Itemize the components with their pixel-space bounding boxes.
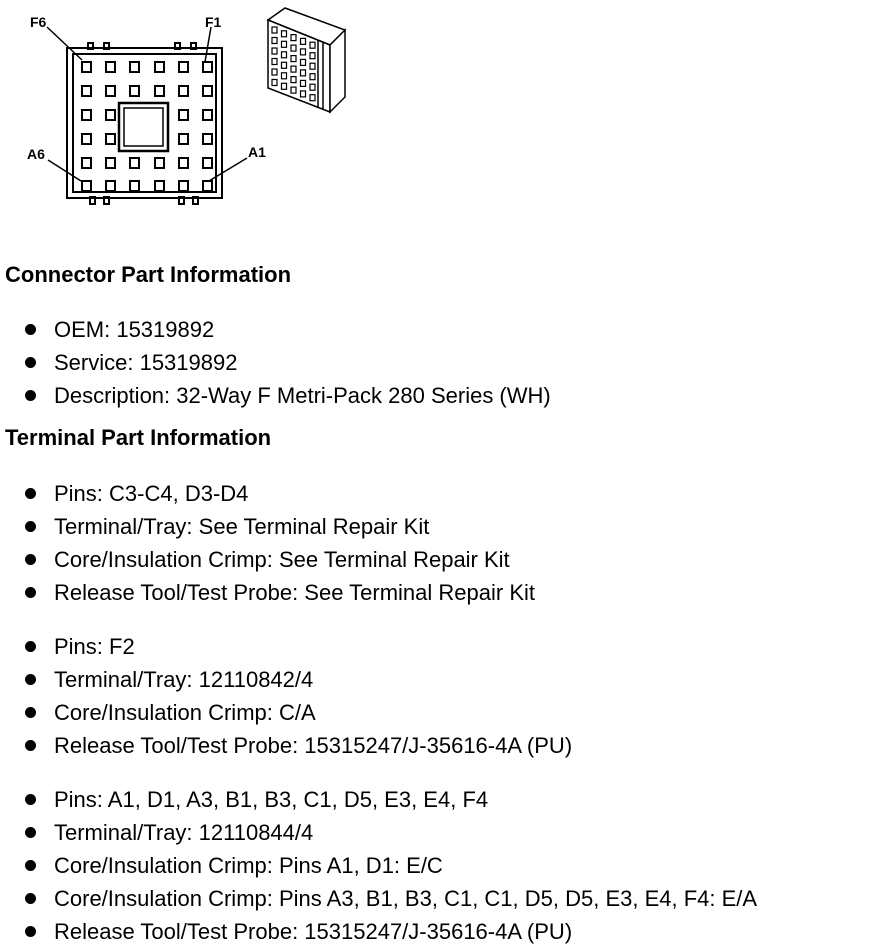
iso-cavity bbox=[282, 52, 287, 58]
list-item: Service: 15319892 bbox=[0, 346, 551, 379]
list-item: Core/Insulation Crimp: See Terminal Repair Kit bbox=[0, 543, 535, 576]
iso-cavity bbox=[301, 70, 306, 76]
iso-cavity bbox=[272, 59, 277, 65]
terminal-cavity bbox=[106, 181, 115, 191]
terminal-cavity bbox=[155, 158, 164, 168]
iso-cavity bbox=[301, 38, 306, 44]
terminal-cavity bbox=[82, 62, 91, 72]
list-item: Description: 32-Way F Metri-Pack 280 Series (WH) bbox=[0, 379, 551, 412]
list-item: Terminal/Tray: 12110844/4 bbox=[0, 816, 757, 849]
list-item: Release Tool/Test Probe: 15315247/J-35616-4A (PU) bbox=[0, 915, 757, 948]
iso-cavity bbox=[272, 69, 277, 75]
terminal-group-3 bbox=[0, 783, 757, 948]
terminal-cavity bbox=[82, 134, 91, 144]
label-a1: A1 bbox=[248, 144, 266, 160]
terminal-cavity bbox=[155, 62, 164, 72]
terminal-cavity bbox=[179, 134, 188, 144]
terminal-group-2 bbox=[0, 630, 572, 762]
label-f1: F1 bbox=[205, 14, 222, 30]
list-item: Pins: A1, D1, A3, B1, B3, C1, D5, E3, E4, F4 bbox=[0, 783, 757, 816]
iso-cavity bbox=[272, 48, 277, 54]
iso-cavity bbox=[272, 80, 277, 86]
terminal-cavity bbox=[106, 110, 115, 120]
iso-cavity bbox=[310, 74, 315, 80]
list-item: Pins: F2 bbox=[0, 630, 572, 663]
terminal-cavity bbox=[203, 62, 212, 72]
iso-cavity bbox=[282, 31, 287, 37]
iso-cavity bbox=[310, 63, 315, 69]
terminal-cavity bbox=[179, 181, 188, 191]
terminal-cavity bbox=[179, 158, 188, 168]
terminal-cavity bbox=[82, 181, 91, 191]
iso-cavity bbox=[310, 84, 315, 90]
terminal-cavities bbox=[82, 62, 212, 191]
iso-cavity bbox=[282, 41, 287, 47]
terminal-cavity bbox=[155, 86, 164, 96]
list-item: Core/Insulation Crimp: Pins A3, B1, B3, C1, C1, D5, D5, E3, E4, F4: E/A bbox=[0, 882, 757, 915]
terminal-cavity bbox=[130, 181, 139, 191]
label-f6: F6 bbox=[30, 14, 47, 30]
iso-cavity bbox=[291, 66, 296, 72]
list-item: Core/Insulation Crimp: C/A bbox=[0, 696, 572, 729]
connector-diagram bbox=[0, 0, 360, 215]
iso-cavity bbox=[301, 80, 306, 86]
iso-cavity bbox=[310, 42, 315, 48]
list-item: OEM: 15319892 bbox=[0, 313, 551, 346]
terminal-cavity bbox=[82, 110, 91, 120]
terminal-cavity bbox=[106, 134, 115, 144]
iso-cavity bbox=[301, 91, 306, 97]
iso-cavity bbox=[291, 35, 296, 41]
terminal-cavity bbox=[106, 158, 115, 168]
terminal-cavity bbox=[179, 62, 188, 72]
iso-cavity bbox=[301, 59, 306, 65]
terminal-cavity bbox=[203, 110, 212, 120]
iso-cavity bbox=[282, 83, 287, 89]
label-a6: A6 bbox=[27, 146, 45, 162]
iso-cavity bbox=[291, 56, 296, 62]
list-item: Release Tool/Test Probe: 15315247/J-35616-4A (PU) bbox=[0, 729, 572, 762]
iso-cavity bbox=[291, 87, 296, 93]
list-item: Terminal/Tray: 12110842/4 bbox=[0, 663, 572, 696]
list-item: Core/Insulation Crimp: Pins A1, D1: E/C bbox=[0, 849, 757, 882]
terminal-part-info-heading: Terminal Part Information bbox=[5, 425, 272, 450]
list-item: Pins: C3-C4, D3-D4 bbox=[0, 477, 535, 510]
connector-info-list bbox=[0, 313, 551, 412]
terminal-cavity bbox=[203, 86, 212, 96]
iso-cavity bbox=[282, 73, 287, 79]
terminal-cavity bbox=[155, 181, 164, 191]
list-item: Release Tool/Test Probe: See Terminal Repair Kit bbox=[0, 576, 535, 609]
iso-cavity bbox=[301, 49, 306, 55]
iso-cavity bbox=[272, 38, 277, 44]
iso-cavity bbox=[291, 77, 296, 83]
connector-part-info-heading: Connector Part Information bbox=[5, 262, 292, 287]
terminal-cavity bbox=[130, 158, 139, 168]
terminal-cavity bbox=[179, 110, 188, 120]
terminal-cavity bbox=[82, 86, 91, 96]
connector-isometric-view bbox=[268, 8, 345, 112]
terminal-cavity bbox=[179, 86, 188, 96]
iso-cavity bbox=[310, 53, 315, 59]
terminal-cavity bbox=[203, 181, 212, 191]
iso-cavity bbox=[272, 27, 277, 33]
terminal-cavity bbox=[130, 86, 139, 96]
terminal-cavity bbox=[130, 62, 139, 72]
terminal-cavity bbox=[82, 158, 91, 168]
terminal-group-1 bbox=[0, 477, 535, 609]
iso-cavity bbox=[310, 95, 315, 101]
list-item: Terminal/Tray: See Terminal Repair Kit bbox=[0, 510, 535, 543]
iso-cavity bbox=[282, 62, 287, 68]
iso-cavity bbox=[291, 45, 296, 51]
terminal-cavity bbox=[203, 158, 212, 168]
terminal-cavity bbox=[203, 134, 212, 144]
terminal-cavity bbox=[106, 86, 115, 96]
terminal-cavity bbox=[106, 62, 115, 72]
